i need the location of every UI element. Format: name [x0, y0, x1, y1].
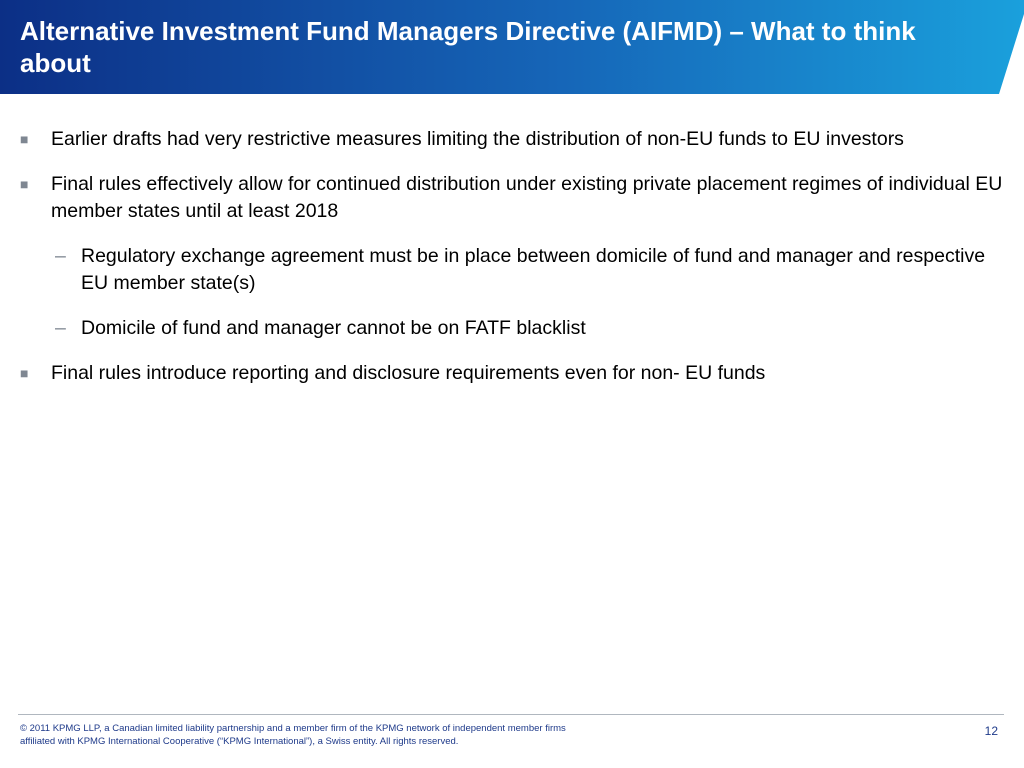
bullet-item	[18, 360, 1008, 387]
footer-copyright	[20, 722, 720, 748]
bullet-text: Final rules introduce reporting and disclosure requirements even for non- EU funds	[51, 362, 766, 384]
sub-bullet-text: Domicile of fund and manager cannot be on FATF blacklist	[81, 317, 586, 339]
square-bullet-icon: ■	[20, 365, 29, 381]
bullet-text: Final rules effectively allow for continued distribution under existing private placement regimes of individual EU member states until at least 2018	[51, 173, 1003, 222]
copyright-line: affiliated with KPMG International Cooperative (“KPMG International”), a Swiss entity. All rights reserved.	[20, 736, 459, 747]
sub-bullet-text: Regulatory exchange agreement must be in place between domicile of fund and manager and respective EU member state(s)	[81, 245, 986, 294]
square-bullet-icon: ■	[20, 131, 29, 147]
slide-title: Alternative Investment Fund Managers Directive (AIFMD) – What to think about	[20, 16, 916, 78]
page-number: 12	[984, 724, 998, 738]
sub-bullet-item	[18, 315, 1008, 342]
bullet-list	[18, 126, 1008, 405]
footer-divider	[18, 714, 1004, 715]
bullet-text: Earlier drafts had very restrictive measures limiting the distribution of non-EU funds to EU investors	[51, 128, 904, 150]
square-bullet-icon: ■	[20, 176, 29, 192]
copyright-line: © 2011 KPMG LLP, a Canadian limited liability partnership and a member firm of the KPMG network of independent member firms	[20, 723, 566, 734]
bullet-item	[18, 126, 1008, 153]
sub-bullet-item	[18, 243, 1008, 297]
dash-bullet-icon: –	[55, 317, 66, 339]
bullet-item	[18, 171, 1008, 225]
dash-bullet-icon: –	[55, 245, 66, 267]
